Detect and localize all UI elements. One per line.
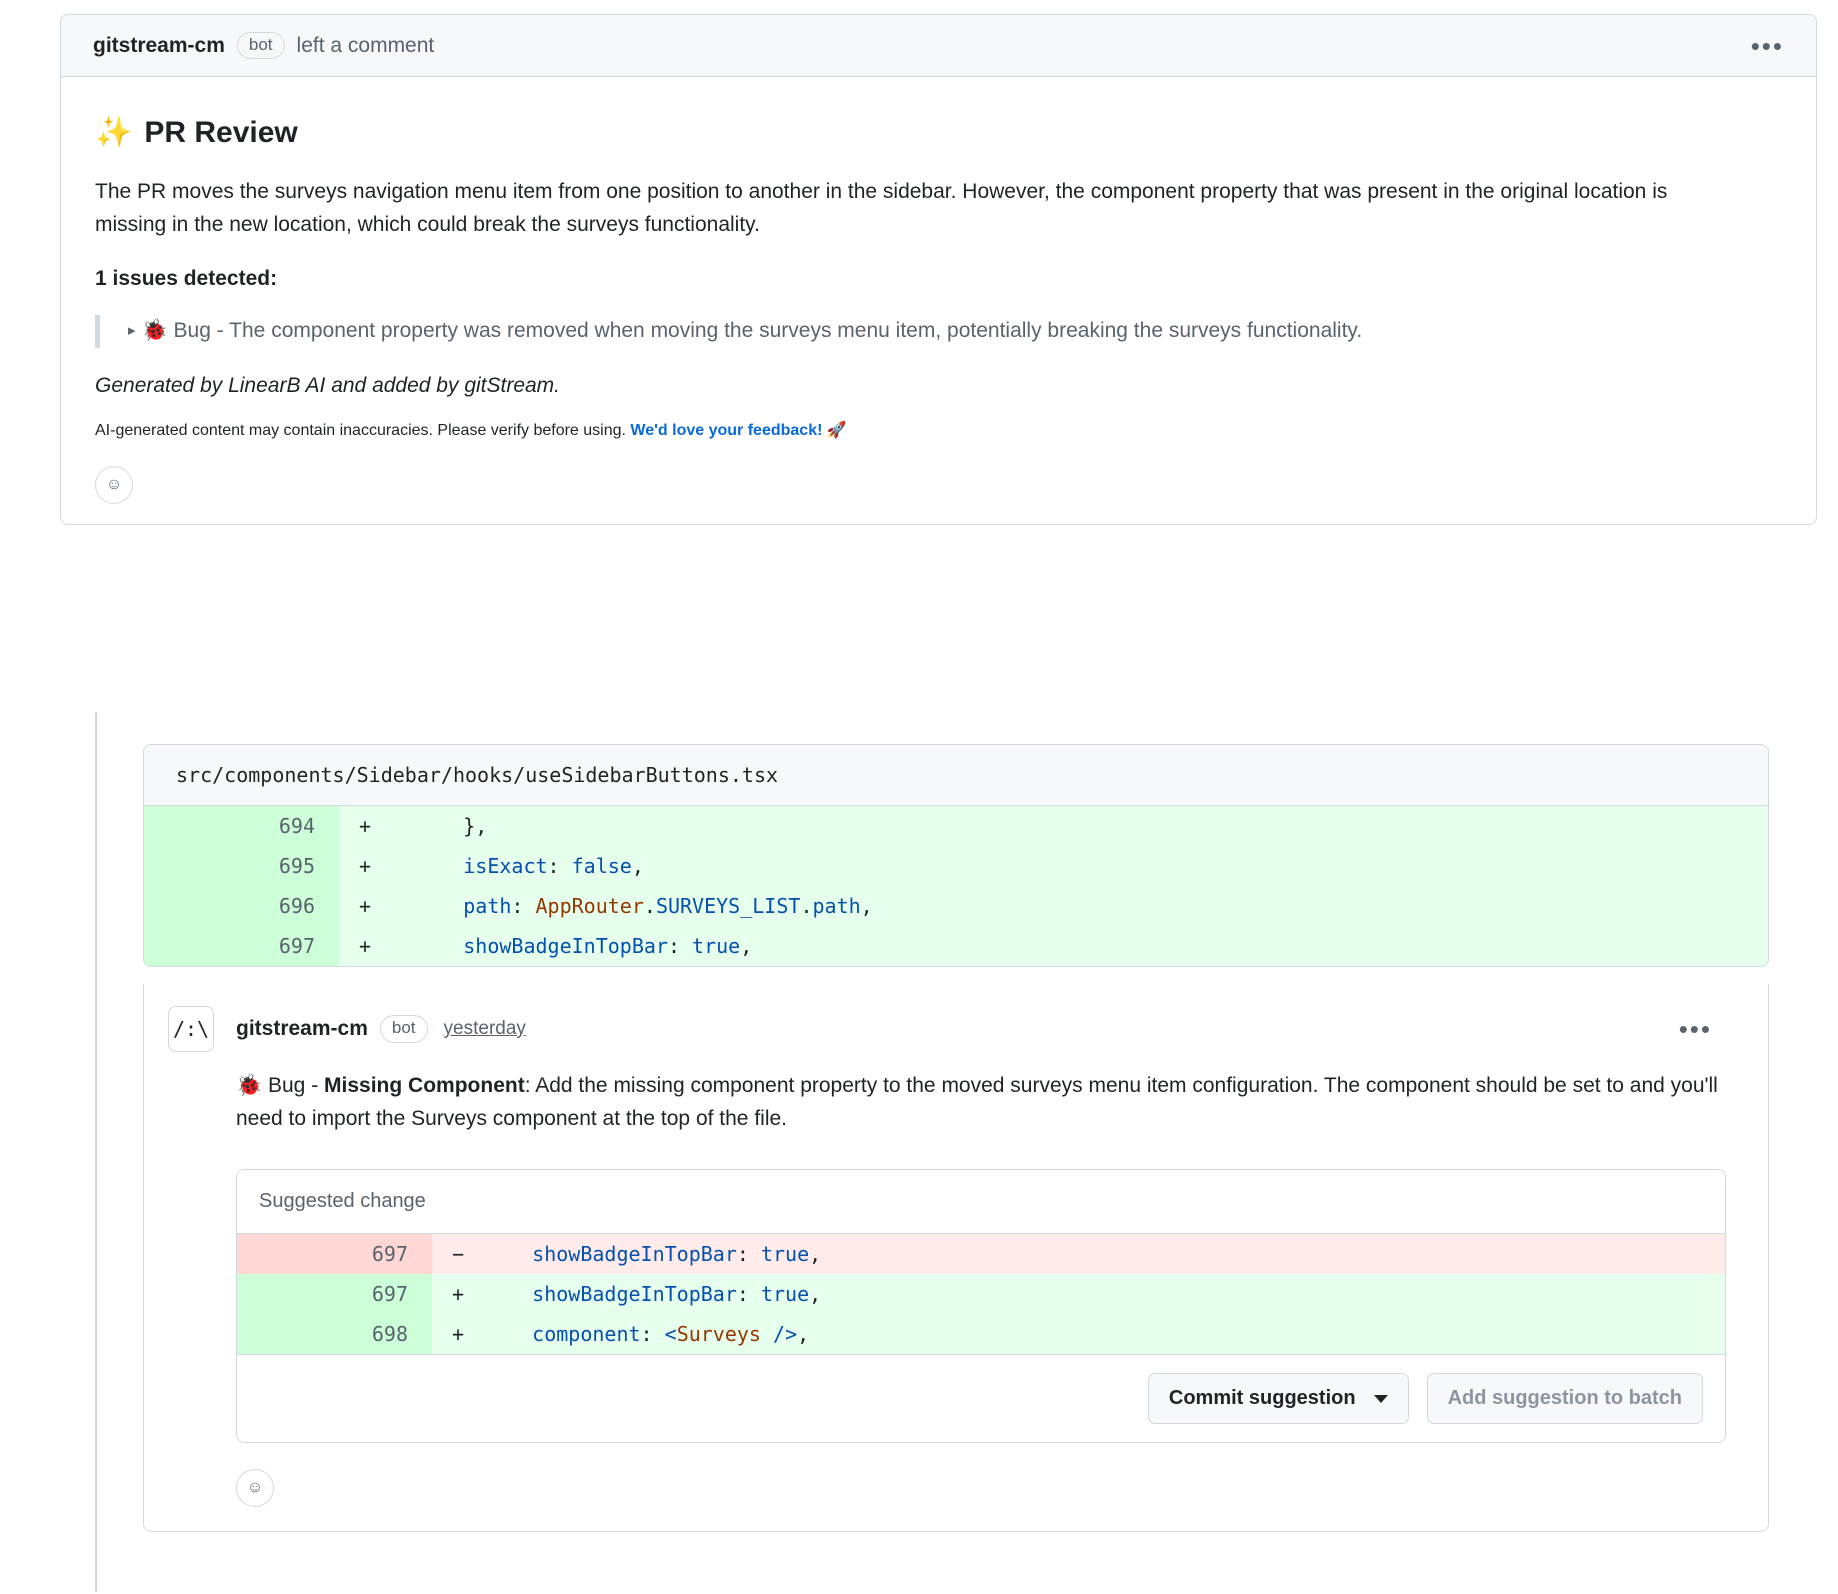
- summary-paragraph: The PR moves the surveys navigation menu item from one position to another in the sidebar. However, the component property that was present in the original location is missing in the new location, which could break the surveys functionality.: [95, 180, 1668, 236]
- review-comment-header: [168, 1006, 1744, 1052]
- line-sign: +: [359, 854, 372, 878]
- suggested-change-label: Suggested change: [237, 1170, 1725, 1234]
- disclaimer-suffix: 🚀: [822, 421, 847, 439]
- line-sign: +: [359, 934, 372, 958]
- issues-detected-heading: 1 issues detected:: [95, 267, 278, 291]
- suggestion-line[interactable]: [237, 1234, 1725, 1274]
- bot-badge: bot: [380, 1015, 428, 1042]
- line-code: path: AppRouter.SURVEYS_LIST.path,: [463, 894, 873, 918]
- comment-action-text: left a comment: [296, 33, 435, 57]
- suggestion-actions: [237, 1354, 1725, 1442]
- diff-line[interactable]: [144, 926, 1768, 966]
- disclaimer-prefix: AI-generated content may contain inaccuracies. Please verify before using.: [95, 421, 631, 439]
- line-code: showBadgeInTopBar: true,: [532, 1242, 822, 1267]
- add-reaction-button[interactable]: [236, 1469, 274, 1507]
- review-body-prefix: Bug -: [268, 1074, 325, 1097]
- collapse-triangle-icon[interactable]: ▸: [128, 322, 136, 340]
- review-comment-timestamp[interactable]: yesterday: [443, 1018, 526, 1039]
- generated-by-text: Generated by LinearB AI and added by gitStream.: [95, 373, 561, 397]
- add-suggestion-to-batch-label: Add suggestion to batch: [1447, 1387, 1682, 1410]
- line-sign: +: [452, 1282, 465, 1307]
- issue-text: Bug - The component property was removed when moving the surveys menu item, potentially breaking the surveys functionality.: [173, 319, 1363, 343]
- line-number: 698: [237, 1314, 432, 1354]
- bot-comment-card: [60, 14, 1817, 525]
- line-number: 697: [237, 1234, 432, 1274]
- bot-badge: bot: [237, 32, 285, 59]
- ai-disclaimer: [95, 420, 1782, 440]
- line-sign: +: [359, 894, 372, 918]
- line-code: isExact: false,: [463, 854, 644, 878]
- diff-file-path[interactable]: src/components/Sidebar/hooks/useSidebarButtons.tsx: [144, 745, 1768, 806]
- comment-options-icon[interactable]: •••: [1750, 30, 1784, 61]
- line-code: },: [463, 814, 488, 838]
- suggested-change-box: [236, 1169, 1726, 1443]
- comment-author[interactable]: gitstream-cm: [93, 33, 225, 57]
- avatar[interactable]: /:\: [168, 1006, 214, 1052]
- diff-hunk: [143, 744, 1769, 967]
- review-body-text: : Add the missing component property to the moved surveys menu item configuration. The component should be set to and you'll need to import the Surveys component at the top of the file.: [236, 1074, 1718, 1130]
- suggestion-line[interactable]: [237, 1274, 1725, 1314]
- review-comment-options-icon[interactable]: •••: [1678, 1014, 1712, 1044]
- line-code: component: <Surveys />,: [532, 1322, 810, 1347]
- thread-connector: [95, 712, 97, 1592]
- line-number: 697: [237, 1274, 432, 1314]
- review-comment-body: [236, 1070, 1744, 1135]
- smiley-icon: ☺: [105, 475, 123, 493]
- comment-body: [61, 77, 1816, 524]
- bug-icon: 🐞: [141, 319, 168, 343]
- smiley-icon: ☺: [246, 1479, 264, 1497]
- commit-suggestion-button[interactable]: [1148, 1373, 1409, 1424]
- bug-icon: 🐞: [236, 1074, 263, 1097]
- line-sign: +: [452, 1322, 465, 1347]
- feedback-link[interactable]: We'd love your feedback!: [630, 421, 823, 439]
- review-comment-author[interactable]: gitstream-cm: [236, 1017, 368, 1040]
- line-code: showBadgeInTopBar: true,: [532, 1282, 822, 1307]
- issue-blockquote: [95, 315, 1715, 348]
- chevron-down-icon[interactable]: [1374, 1395, 1388, 1403]
- diff-line[interactable]: [144, 846, 1768, 886]
- line-number: 694: [144, 806, 339, 846]
- diff-line[interactable]: [144, 886, 1768, 926]
- sparkles-icon: ✨: [95, 116, 133, 149]
- review-comment: [143, 984, 1769, 1532]
- line-number: 696: [144, 886, 339, 926]
- line-sign: +: [359, 814, 372, 838]
- suggestion-line[interactable]: [237, 1314, 1725, 1354]
- comment-header: [61, 15, 1816, 77]
- line-code: showBadgeInTopBar: true,: [463, 934, 753, 958]
- line-sign: −: [452, 1242, 465, 1267]
- line-number: 695: [144, 846, 339, 886]
- review-add-reaction: [236, 1469, 1744, 1507]
- line-number: 697: [144, 926, 339, 966]
- commit-suggestion-label: Commit suggestion: [1168, 1387, 1356, 1410]
- review-body-title: Missing Component: [324, 1074, 525, 1097]
- add-reaction-button[interactable]: [95, 466, 133, 504]
- pr-review-title-text: PR Review: [144, 115, 298, 149]
- add-suggestion-to-batch-button[interactable]: [1427, 1373, 1703, 1424]
- pr-review-heading: [95, 115, 1782, 150]
- diff-line[interactable]: [144, 806, 1768, 846]
